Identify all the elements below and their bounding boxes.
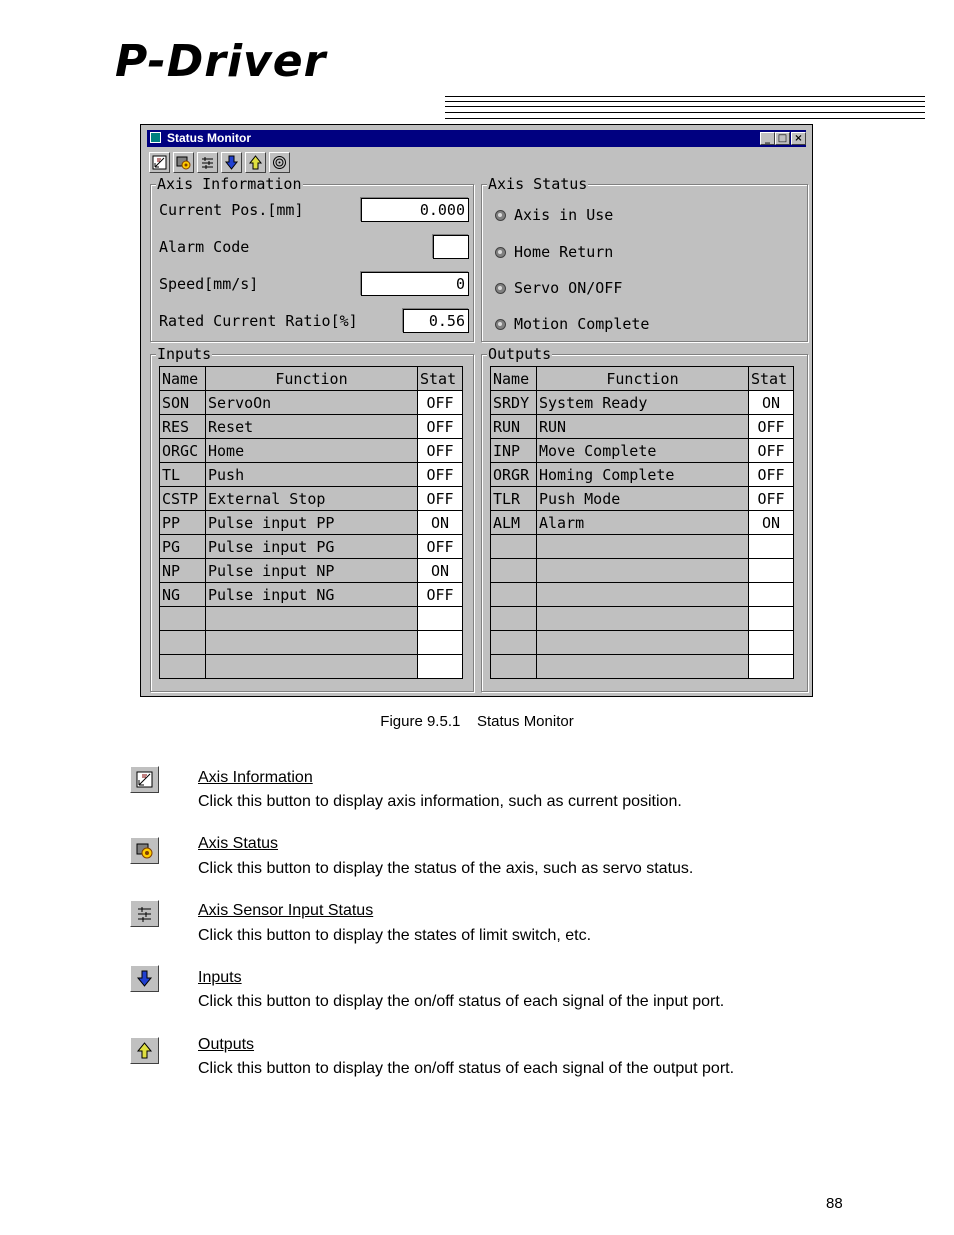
inputs-table xyxy=(159,366,463,679)
table-row xyxy=(491,391,794,415)
outputs-group xyxy=(481,345,808,692)
axis-status-label: Motion Complete xyxy=(514,315,650,333)
signal-name: SRDY xyxy=(491,391,537,415)
signal-function: RUN xyxy=(537,415,749,439)
rated-current-label: Rated Current Ratio[%] xyxy=(159,312,358,330)
signal-stat xyxy=(749,583,794,607)
legend-inputs-button xyxy=(130,965,159,992)
signal-function: Home xyxy=(206,439,418,463)
logo-text: P-Driver xyxy=(115,36,327,87)
table-row xyxy=(160,415,463,439)
alarm-code-field xyxy=(433,235,469,259)
table-row xyxy=(160,391,463,415)
logo-rule-lines xyxy=(445,96,925,122)
inputs-button[interactable] xyxy=(221,152,242,173)
maximize-button[interactable]: □ xyxy=(775,132,790,145)
signal-function: Push Mode xyxy=(537,487,749,511)
signal-function xyxy=(537,535,749,559)
outputs-arrow-up-icon xyxy=(136,1042,153,1059)
signal-function: Pulse input PP xyxy=(206,511,418,535)
legend-axis-status-button xyxy=(130,837,159,864)
table-row xyxy=(160,583,463,607)
signal-name: TL xyxy=(160,463,206,487)
signal-stat: OFF xyxy=(418,583,463,607)
legend-description: Click this button to display the on/off status of each signal of the input port. xyxy=(198,993,725,1010)
table-row xyxy=(160,631,463,655)
signal-name xyxy=(160,655,206,679)
signal-stat: OFF xyxy=(749,439,794,463)
legend-axis-sensor-input-button xyxy=(130,900,159,927)
table-row xyxy=(491,511,794,535)
home-return-led xyxy=(495,247,506,258)
signal-function: Pulse input PG xyxy=(206,535,418,559)
signal-name xyxy=(160,607,206,631)
signal-name: PG xyxy=(160,535,206,559)
signal-function: System Ready xyxy=(537,391,749,415)
signal-function xyxy=(537,655,749,679)
signal-stat: ON xyxy=(418,559,463,583)
signal-function: Alarm xyxy=(537,511,749,535)
signal-stat xyxy=(749,631,794,655)
signal-stat: OFF xyxy=(418,391,463,415)
table-row xyxy=(160,655,463,679)
outputs-arrow-up-icon xyxy=(248,155,263,170)
current-pos-label: Current Pos.[mm] xyxy=(159,201,304,219)
signal-name: INP xyxy=(491,439,537,463)
signal-stat: ON xyxy=(418,511,463,535)
axis-status-icon xyxy=(176,155,191,170)
table-row xyxy=(160,535,463,559)
table-row xyxy=(491,655,794,679)
target-button[interactable] xyxy=(269,152,290,173)
signal-function: Push xyxy=(206,463,418,487)
current-pos-field: 0.000 xyxy=(361,198,469,222)
signal-stat: OFF xyxy=(749,415,794,439)
signal-stat: ON xyxy=(749,511,794,535)
signal-function xyxy=(206,655,418,679)
legend-title: Axis Status xyxy=(198,835,279,852)
signal-function xyxy=(206,631,418,655)
status-monitor-window xyxy=(140,124,813,697)
name-header: Name xyxy=(491,367,537,391)
table-row xyxy=(160,439,463,463)
table-row xyxy=(491,535,794,559)
signal-name xyxy=(491,631,537,655)
table-row xyxy=(491,559,794,583)
signal-name: NP xyxy=(160,559,206,583)
table-row xyxy=(160,559,463,583)
axis-information-icon xyxy=(152,155,167,170)
minimize-button[interactable]: _ xyxy=(760,132,775,145)
axis-status-title: Axis Status xyxy=(488,175,588,193)
signal-function xyxy=(537,583,749,607)
legend-description: Click this button to display the status of the axis, such as servo status. xyxy=(198,860,694,877)
axis-status-label: Servo ON/OFF xyxy=(514,279,623,297)
legend-axis-information-button xyxy=(130,766,159,793)
axis-information-title: Axis Information xyxy=(157,175,302,193)
speed-label: Speed[mm/s] xyxy=(159,275,259,293)
signal-name xyxy=(491,607,537,631)
axis-status-label: Axis in Use xyxy=(514,206,614,224)
signal-function xyxy=(537,631,749,655)
signal-stat xyxy=(749,607,794,631)
table-row xyxy=(160,607,463,631)
legend-description: Click this button to display axis information, such as current position. xyxy=(198,793,682,810)
signal-name: SON xyxy=(160,391,206,415)
legend-title: Outputs xyxy=(198,1036,255,1053)
signal-name: CSTP xyxy=(160,487,206,511)
signal-name: NG xyxy=(160,583,206,607)
axis-information-button[interactable] xyxy=(149,152,170,173)
signal-function: Homing Complete xyxy=(537,463,749,487)
signal-name: PP xyxy=(160,511,206,535)
signal-function xyxy=(537,607,749,631)
signal-stat: OFF xyxy=(418,487,463,511)
inputs-group xyxy=(150,345,474,692)
signal-stat xyxy=(749,655,794,679)
table-row xyxy=(491,631,794,655)
signal-stat xyxy=(749,559,794,583)
page-number: 88 xyxy=(826,1195,843,1212)
legend-title: Inputs xyxy=(198,969,242,986)
table-row xyxy=(491,439,794,463)
signal-name xyxy=(491,559,537,583)
outputs-table xyxy=(490,366,794,679)
inputs-title: Inputs xyxy=(157,345,212,363)
signal-stat: OFF xyxy=(749,463,794,487)
signal-stat xyxy=(749,535,794,559)
target-icon xyxy=(272,155,287,170)
signal-name: RES xyxy=(160,415,206,439)
axis-status-label: Home Return xyxy=(514,243,614,261)
table-header-row xyxy=(491,367,794,391)
title-bar[interactable] xyxy=(147,130,806,147)
signal-stat xyxy=(418,607,463,631)
axis-status-button[interactable] xyxy=(173,152,194,173)
axis-information-icon xyxy=(136,771,153,788)
signal-function: Move Complete xyxy=(537,439,749,463)
axis-sensor-input-icon xyxy=(200,155,215,170)
signal-name: RUN xyxy=(491,415,537,439)
signal-stat: OFF xyxy=(418,463,463,487)
outputs-title: Outputs xyxy=(488,345,552,363)
table-row xyxy=(491,415,794,439)
function-header: Function xyxy=(206,367,418,391)
signal-function: Pulse input NP xyxy=(206,559,418,583)
signal-stat: OFF xyxy=(418,415,463,439)
signal-function xyxy=(537,559,749,583)
servo-led xyxy=(495,283,506,294)
signal-name: ORGC xyxy=(160,439,206,463)
signal-stat xyxy=(418,631,463,655)
legend-description: Click this button to display the states of limit switch, etc. xyxy=(198,927,592,944)
axis-status-icon xyxy=(136,842,153,859)
table-row xyxy=(160,487,463,511)
signal-function: External Stop xyxy=(206,487,418,511)
signal-stat xyxy=(418,655,463,679)
close-button[interactable]: × xyxy=(791,132,806,145)
signal-name: ORGR xyxy=(491,463,537,487)
axis-sensor-input-icon xyxy=(136,905,153,922)
table-header-row xyxy=(160,367,463,391)
figure-caption: Figure 9.5.1 Status Monitor xyxy=(380,713,574,730)
table-row xyxy=(491,607,794,631)
outputs-button[interactable] xyxy=(245,152,266,173)
signal-stat: OFF xyxy=(418,439,463,463)
function-header: Function xyxy=(537,367,749,391)
stat-header: Stat xyxy=(418,367,463,391)
table-row xyxy=(160,511,463,535)
signal-name xyxy=(491,655,537,679)
legend-description: Click this button to display the on/off status of each signal of the output port. xyxy=(198,1060,735,1077)
signal-name xyxy=(491,535,537,559)
speed-field: 0 xyxy=(361,272,469,296)
signal-function: Pulse input NG xyxy=(206,583,418,607)
axis-in-use-led xyxy=(495,210,506,221)
signal-stat: OFF xyxy=(749,487,794,511)
alarm-code-label: Alarm Code xyxy=(159,238,250,256)
table-row xyxy=(491,487,794,511)
stat-header: Stat xyxy=(749,367,794,391)
table-row xyxy=(491,583,794,607)
signal-name xyxy=(491,583,537,607)
legend-title: Axis Information xyxy=(198,769,313,786)
signal-stat: ON xyxy=(749,391,794,415)
signal-function: ServoOn xyxy=(206,391,418,415)
signal-stat: OFF xyxy=(418,535,463,559)
axis-sensor-input-button[interactable] xyxy=(197,152,218,173)
signal-name: TLR xyxy=(491,487,537,511)
name-header: Name xyxy=(160,367,206,391)
signal-function xyxy=(206,607,418,631)
legend-outputs-button xyxy=(130,1037,159,1064)
signal-function: Reset xyxy=(206,415,418,439)
signal-name xyxy=(160,631,206,655)
axis-status-group xyxy=(481,175,808,342)
rated-current-field: 0.56 xyxy=(403,309,469,333)
signal-name: ALM xyxy=(491,511,537,535)
inputs-arrow-down-icon xyxy=(136,970,153,987)
table-row xyxy=(491,463,794,487)
table-row xyxy=(160,463,463,487)
inputs-arrow-down-icon xyxy=(224,155,239,170)
legend-title: Axis Sensor Input Status xyxy=(198,902,374,919)
app-icon xyxy=(150,132,161,143)
window-title: Status Monitor xyxy=(167,131,251,145)
motion-complete-led xyxy=(495,319,506,330)
axis-information-group xyxy=(150,175,474,342)
